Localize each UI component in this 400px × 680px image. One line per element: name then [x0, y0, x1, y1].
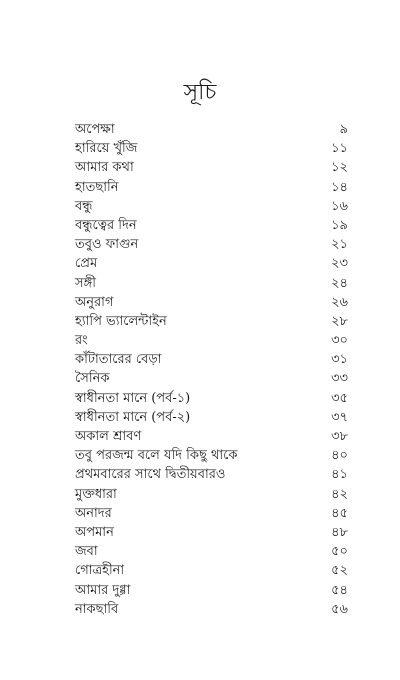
toc-entry — [0, 178, 400, 197]
toc-entry-page-number: ১৪ — [331, 179, 348, 195]
toc-entry-page-number: ৩৩ — [331, 371, 348, 387]
toc-entry-title: স্বাধীনতা মানে (পর্ব-১) — [75, 390, 191, 406]
toc-entry-page-number: ৪৫ — [331, 505, 348, 521]
toc-entry-page-number: ১৯ — [331, 217, 348, 233]
toc-entry-page-number: ৯ — [339, 122, 348, 137]
toc-entry — [0, 350, 400, 369]
toc-entry — [0, 197, 400, 216]
toc-entry-page-number: ৪১ — [331, 467, 348, 483]
toc-entry — [0, 312, 400, 331]
toc-entry-title: তবুও ফাগুন — [75, 237, 139, 253]
toc-entry-title: অপেক্ষা — [75, 122, 115, 137]
toc-entry — [0, 427, 400, 446]
toc-entry — [0, 485, 400, 504]
toc-entry-page-number: ৪৮ — [331, 524, 348, 540]
toc-entry — [0, 139, 400, 158]
toc-entry-page-number: ৫৪ — [331, 582, 348, 598]
toc-entry — [0, 446, 400, 465]
toc-entry-title: হাতছানি — [75, 179, 119, 195]
toc-entry-page-number: ১১ — [331, 141, 348, 157]
toc-entry-page-number: ৫২ — [331, 563, 348, 579]
toc-entry — [0, 465, 400, 484]
toc-entry — [0, 293, 400, 312]
toc-entry-title: আমার দুগ্গা — [75, 582, 131, 598]
toc-entry-title: অনাদর — [75, 505, 112, 521]
toc-entry-page-number: ২৬ — [331, 294, 348, 310]
toc-entry-title: হারিয়ে খুঁজি — [75, 141, 138, 157]
toc-entry — [0, 408, 400, 427]
toc-entry-page-number: ২৩ — [331, 256, 348, 272]
toc-entry — [0, 216, 400, 235]
toc-entry-title: বন্ধুত্বের দিন — [75, 217, 137, 233]
toc-entry-title: বন্ধু — [75, 198, 93, 214]
toc-entry-title: হ্যাপি ভ্যালেন্টাইন — [75, 313, 167, 329]
toc-entry-page-number: ৩১ — [331, 352, 348, 368]
toc-entry-title: মুক্তধারা — [75, 486, 117, 502]
toc-entry-page-number: ১৬ — [331, 198, 348, 214]
toc-entry-title: প্রথমবারের সাথে দ্বিতীয়বারও — [75, 467, 226, 483]
toc-entry-title: অকাল শ্রাবণ — [75, 429, 142, 444]
toc-entry-page-number: ৩৫ — [331, 390, 348, 406]
toc-entry-title: অপমান — [75, 524, 114, 540]
toc-entry-page-number: ৫০ — [331, 544, 348, 560]
toc-entry — [0, 369, 400, 388]
toc-entry — [0, 561, 400, 580]
toc-entry-page-number: ৩৭ — [331, 409, 348, 425]
toc-entry — [0, 389, 400, 408]
toc-entry-page-number: ৩৮ — [331, 429, 348, 444]
toc-entry-title: রং — [75, 333, 88, 349]
toc-entry-title: কাঁটাতারের বেড়া — [75, 352, 162, 368]
toc-entry-page-number: ৪২ — [331, 486, 348, 502]
toc-entry-page-number: ৪০ — [331, 448, 348, 464]
toc-entry — [0, 274, 400, 293]
toc-entry-title: প্রেম — [75, 256, 98, 272]
toc-list — [0, 120, 400, 619]
toc-entry — [0, 504, 400, 523]
toc-entry — [0, 331, 400, 350]
toc-entry-title: সঙ্গী — [75, 275, 96, 291]
toc-entry — [0, 600, 400, 619]
toc-heading: সূচি — [183, 80, 217, 105]
toc-entry-title: স্বাধীনতা মানে (পর্ব-২) — [75, 409, 191, 425]
toc-entry — [0, 581, 400, 600]
toc-entry-page-number: ১২ — [331, 160, 348, 176]
toc-entry-title: জবা — [75, 544, 98, 560]
toc-entry-page-number: ২৪ — [331, 275, 348, 291]
toc-entry-title: নাকছাবি — [75, 601, 119, 617]
toc-entry-page-number: ২১ — [331, 237, 348, 253]
toc-entry-page-number: ২৮ — [331, 313, 348, 329]
toc-entry-title: সৈনিক — [75, 371, 110, 387]
toc-entry — [0, 235, 400, 254]
toc-entry-title: গোত্রহীনা — [75, 563, 125, 579]
toc-entry-title: অনুরাগ — [75, 294, 114, 310]
toc-entry-page-number: ৫৬ — [331, 601, 348, 617]
toc-entry — [0, 254, 400, 273]
toc-entry — [0, 542, 400, 561]
toc-entry-title: আমার কথা — [75, 160, 134, 176]
toc-entry — [0, 120, 400, 139]
toc-entry — [0, 523, 400, 542]
toc-entry-title: তবু পরজন্ম বলে যদি কিছু থাকে — [75, 448, 238, 464]
toc-entry — [0, 158, 400, 177]
toc-entry-page-number: ৩০ — [331, 333, 348, 349]
